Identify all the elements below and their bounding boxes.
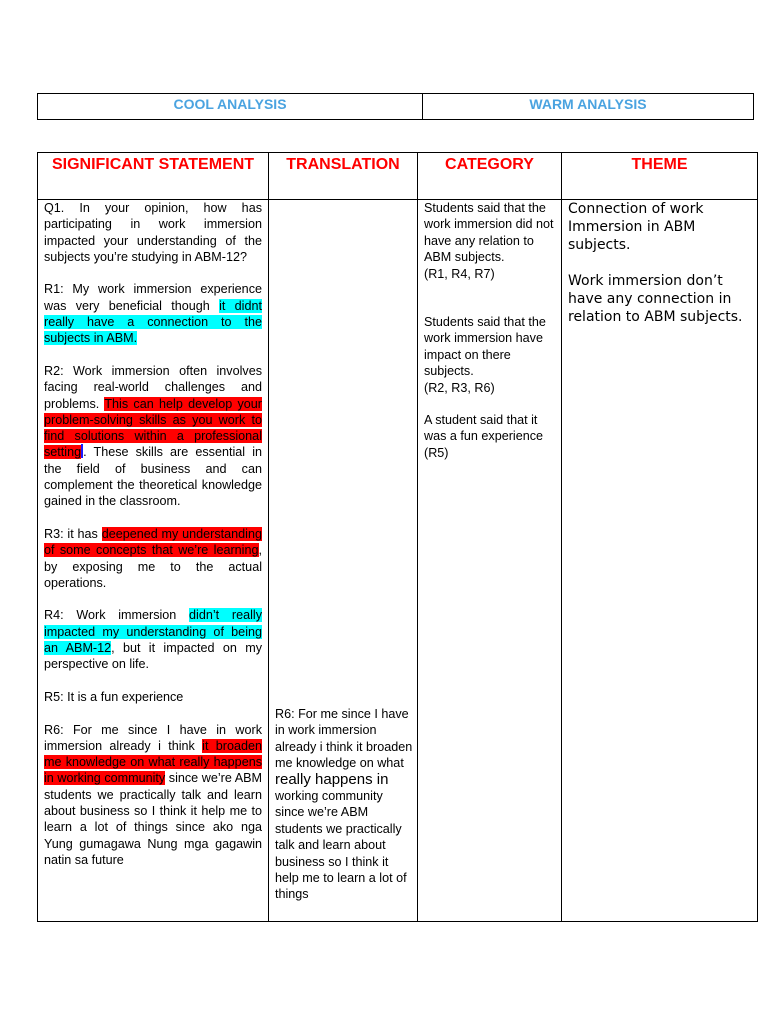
translation-header: TRANSLATION — [286, 156, 400, 173]
highlight-r2: This can help develop your problem-solving skills as you work to find solutions within a professional setting — [44, 396, 262, 460]
theme-body — [568, 200, 753, 344]
warm-analysis-heading: WARM ANALYSIS — [529, 96, 647, 112]
analysis-table — [37, 152, 758, 922]
category-item-1: Students said that the work immersion did not have any relation to ABM subjects. — [424, 201, 554, 265]
response-r6: R6: For me since I have in work immersion already i think it broaden me knowledge on what really happens in working community since we’re ABM students we practically talk and learn about business so I think it help me to learn a lot of things since ako nga Yung gumagawa Nung mga gagawin natin sa future — [44, 722, 263, 867]
significant-statement-column — [38, 153, 269, 921]
category-body — [424, 200, 558, 461]
response-r2: R2: Work immersion often involves facing real-world challenges and problems. This can help develop your problem-solving skills as you work to find solutions within a professional setting . These skills are essential in the field of business and can complement the theoretical knowledge gained in the classroom. — [44, 363, 262, 509]
category-refs-3: (R5) — [424, 445, 449, 460]
significant-statement-header: SIGNIFICANT STATEMENT — [51, 156, 255, 173]
translation-body: R6: For me since I have in work immersion already i think it broaden me knowledge on what really happens in working community since we’re ABM students we practically talk and learn about business so I think it help me to learn a lot of things — [275, 707, 413, 902]
response-r5: R5: It is a fun experience — [44, 689, 184, 704]
theme-item-2: Work immersion don’t have any connection in relation to ABM subjects. — [568, 273, 743, 325]
category-column — [418, 153, 562, 921]
highlight-r6: it broaden me knowledge on what really happens in working community — [44, 738, 263, 786]
category-item-2: Students said that the work immersion have impact on there subjects. — [424, 315, 546, 379]
theme-header: THEME — [631, 156, 688, 173]
highlight-r1: it didnt really have a connection to the subjects in ABM. — [44, 298, 262, 346]
highlight-r3: deepened my understanding of some concepts that we’re learning — [44, 526, 262, 558]
translation-column — [269, 153, 418, 921]
response-r3: R3: it has deepened my understanding of some concepts that we’re learning, by exposing me to the actual operations. — [44, 526, 262, 590]
response-r4: R4: Work immersion didn’t really impacted my understanding of being an ABM-12, but it impacted on my perspective on life. — [44, 608, 262, 672]
theme-column — [562, 153, 757, 921]
response-r1: R1: My work immersion experience was very beneficial though it didnt really have a connection to the subjects in ABM. — [44, 282, 262, 346]
analysis-header-table — [37, 93, 754, 120]
highlight-r4: didn’t really impacted my understanding of being an ABM-12 — [44, 608, 262, 656]
cool-analysis-heading: COOL ANALYSIS — [38, 94, 423, 119]
question-q1: Q1. In your opinion, how has participating in work immersion impacted your understanding of the subjects you’re studying in ABM-12? — [44, 201, 262, 264]
theme-item-1: Connection of work Immersion in ABM subjects. — [568, 201, 704, 253]
category-refs-1: (R1, R4, R7) — [424, 266, 495, 281]
category-item-3: A student said that it was a fun experience — [424, 413, 544, 444]
category-header: CATEGORY — [445, 156, 534, 173]
category-refs-2: (R2, R3, R6) — [424, 380, 495, 395]
significant-statement-body — [44, 200, 262, 884]
